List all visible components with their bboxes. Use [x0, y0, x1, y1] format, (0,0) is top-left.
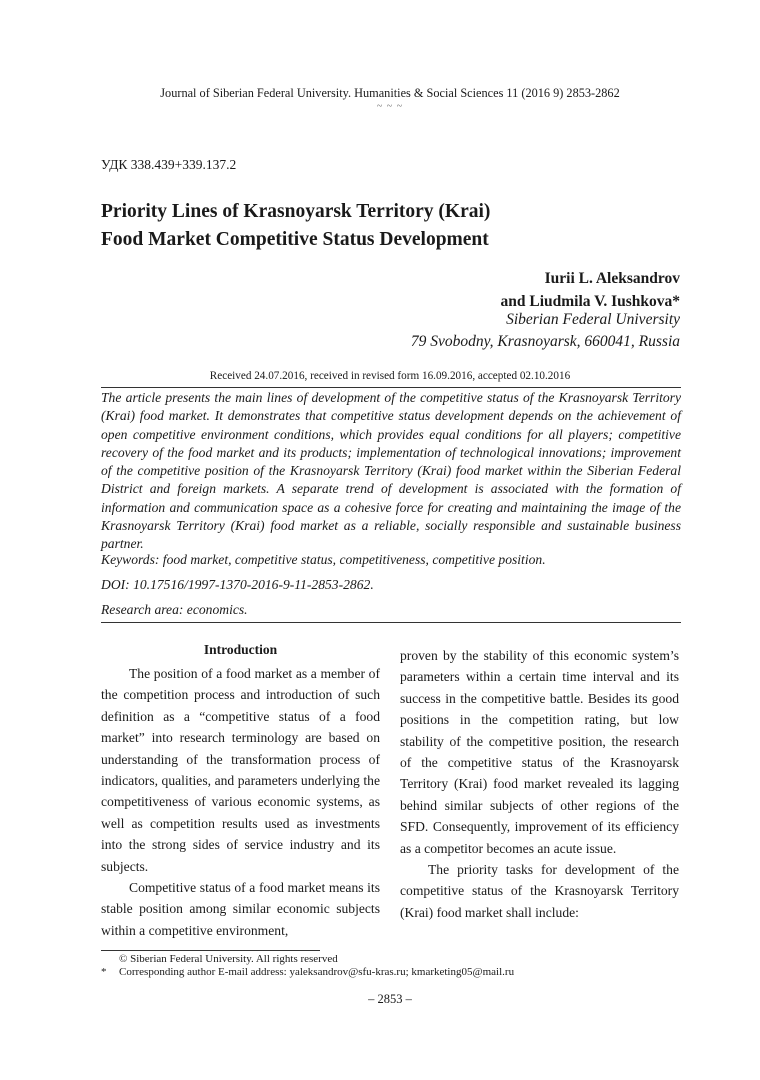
divider-top — [101, 387, 681, 388]
journal-header: Journal of Siberian Federal University. Humanities & Social Sciences 11 (2016 9) 2853-2862 — [160, 86, 620, 100]
paragraph: proven by the stability of this economic system’s parameters within a certain time interval and its success in the competitive battle. Besides its good positions in the competition rating, but low stability of the competitive position, the research of the competitive status of the Krasnoyarsk Territory (Krai) food market revealed its lagging behind similar subjects of other regions of the SFD. Consequently, improvement of its efficiency as a competitor becomes an acute issue. — [400, 648, 679, 856]
footnote-marker: * — [101, 966, 107, 978]
corresponding-author-text: Corresponding author E-mail address: yaleksandrov@sfu-kras.ru; kmarketing05@mail.ru — [119, 966, 515, 978]
paragraph: The priority tasks for development of the competitive status of the Krasnoyarsk Territory (Krai) food market shall include: — [400, 862, 679, 920]
author-2: and Liudmila V. Iushkova* — [500, 293, 680, 310]
received-dates: Received 24.07.2016, received in revised form 16.09.2016, accepted 02.10.2016 — [209, 370, 571, 382]
keywords: Keywords: food market, competitive status, competitiveness, competitive position. — [101, 552, 546, 567]
author-1: Iurii L. Aleksandrov — [544, 270, 680, 287]
section-heading-introduction: Introduction — [203, 642, 278, 657]
paragraph: Competitive status of a food market means its stable position among similar economic subjects within a competitive environment, — [101, 880, 380, 938]
doi: DOI: 10.17516/1997-1370-2016-9-11-2853-2862. — [101, 577, 374, 592]
research-area: Research area: economics. — [101, 602, 248, 617]
copyright-footnote: © Siberian Federal University. All rights reserved — [119, 953, 338, 965]
footnote-rule — [101, 950, 320, 951]
divider-bottom — [101, 622, 681, 623]
body-column-right — [400, 645, 679, 923]
body-column-left — [101, 640, 380, 941]
page-number: – 2853 – — [368, 992, 412, 1006]
header-ornament: ~ ~ ~ — [376, 101, 404, 112]
udk-code: УДК 338.439+339.137.2 — [101, 157, 237, 172]
abstract: The article presents the main lines of development of the competitive status of the Krasnoyarsk Territory (Krai) food market. It demonstrates that competitive status development depends on the achievement of open competitive environment conditions, which provides equal conditions for all players; competitive recovery of the food market and its products; implementation of technological innovations; improvement of the competitive position of the Krasnoyarsk Territory (Krai) food market within the Siberian Federal District and foreign markets. A separate trend of development is associated with the formation of information and communication space as a cohesive force for creating and maintaining the image of the Krasnoyarsk Territory (Krai) food market as a reliable, socially responsible and sustainable business partner. — [101, 390, 681, 552]
article-title-line-1: Priority Lines of Krasnoyarsk Territory (Krai) — [101, 201, 491, 222]
corresponding-author-footnote — [101, 966, 514, 979]
affiliation-address: 79 Svobodny, Krasnoyarsk, 660041, Russia — [410, 333, 680, 350]
affiliation: Siberian Federal University — [506, 311, 680, 328]
paragraph: The position of a food market as a member of the competition process and introduction of such definition as a “competitive status of a food market” into research terminology are based on understanding of the transformation process of indicators, qualities, and parameters underlying the competitiveness of various economic systems, as well as competition results used as investments into the strong sides of service industry and its subjects. — [101, 666, 380, 874]
article-title-line-2: Food Market Competitive Status Development — [101, 229, 489, 250]
